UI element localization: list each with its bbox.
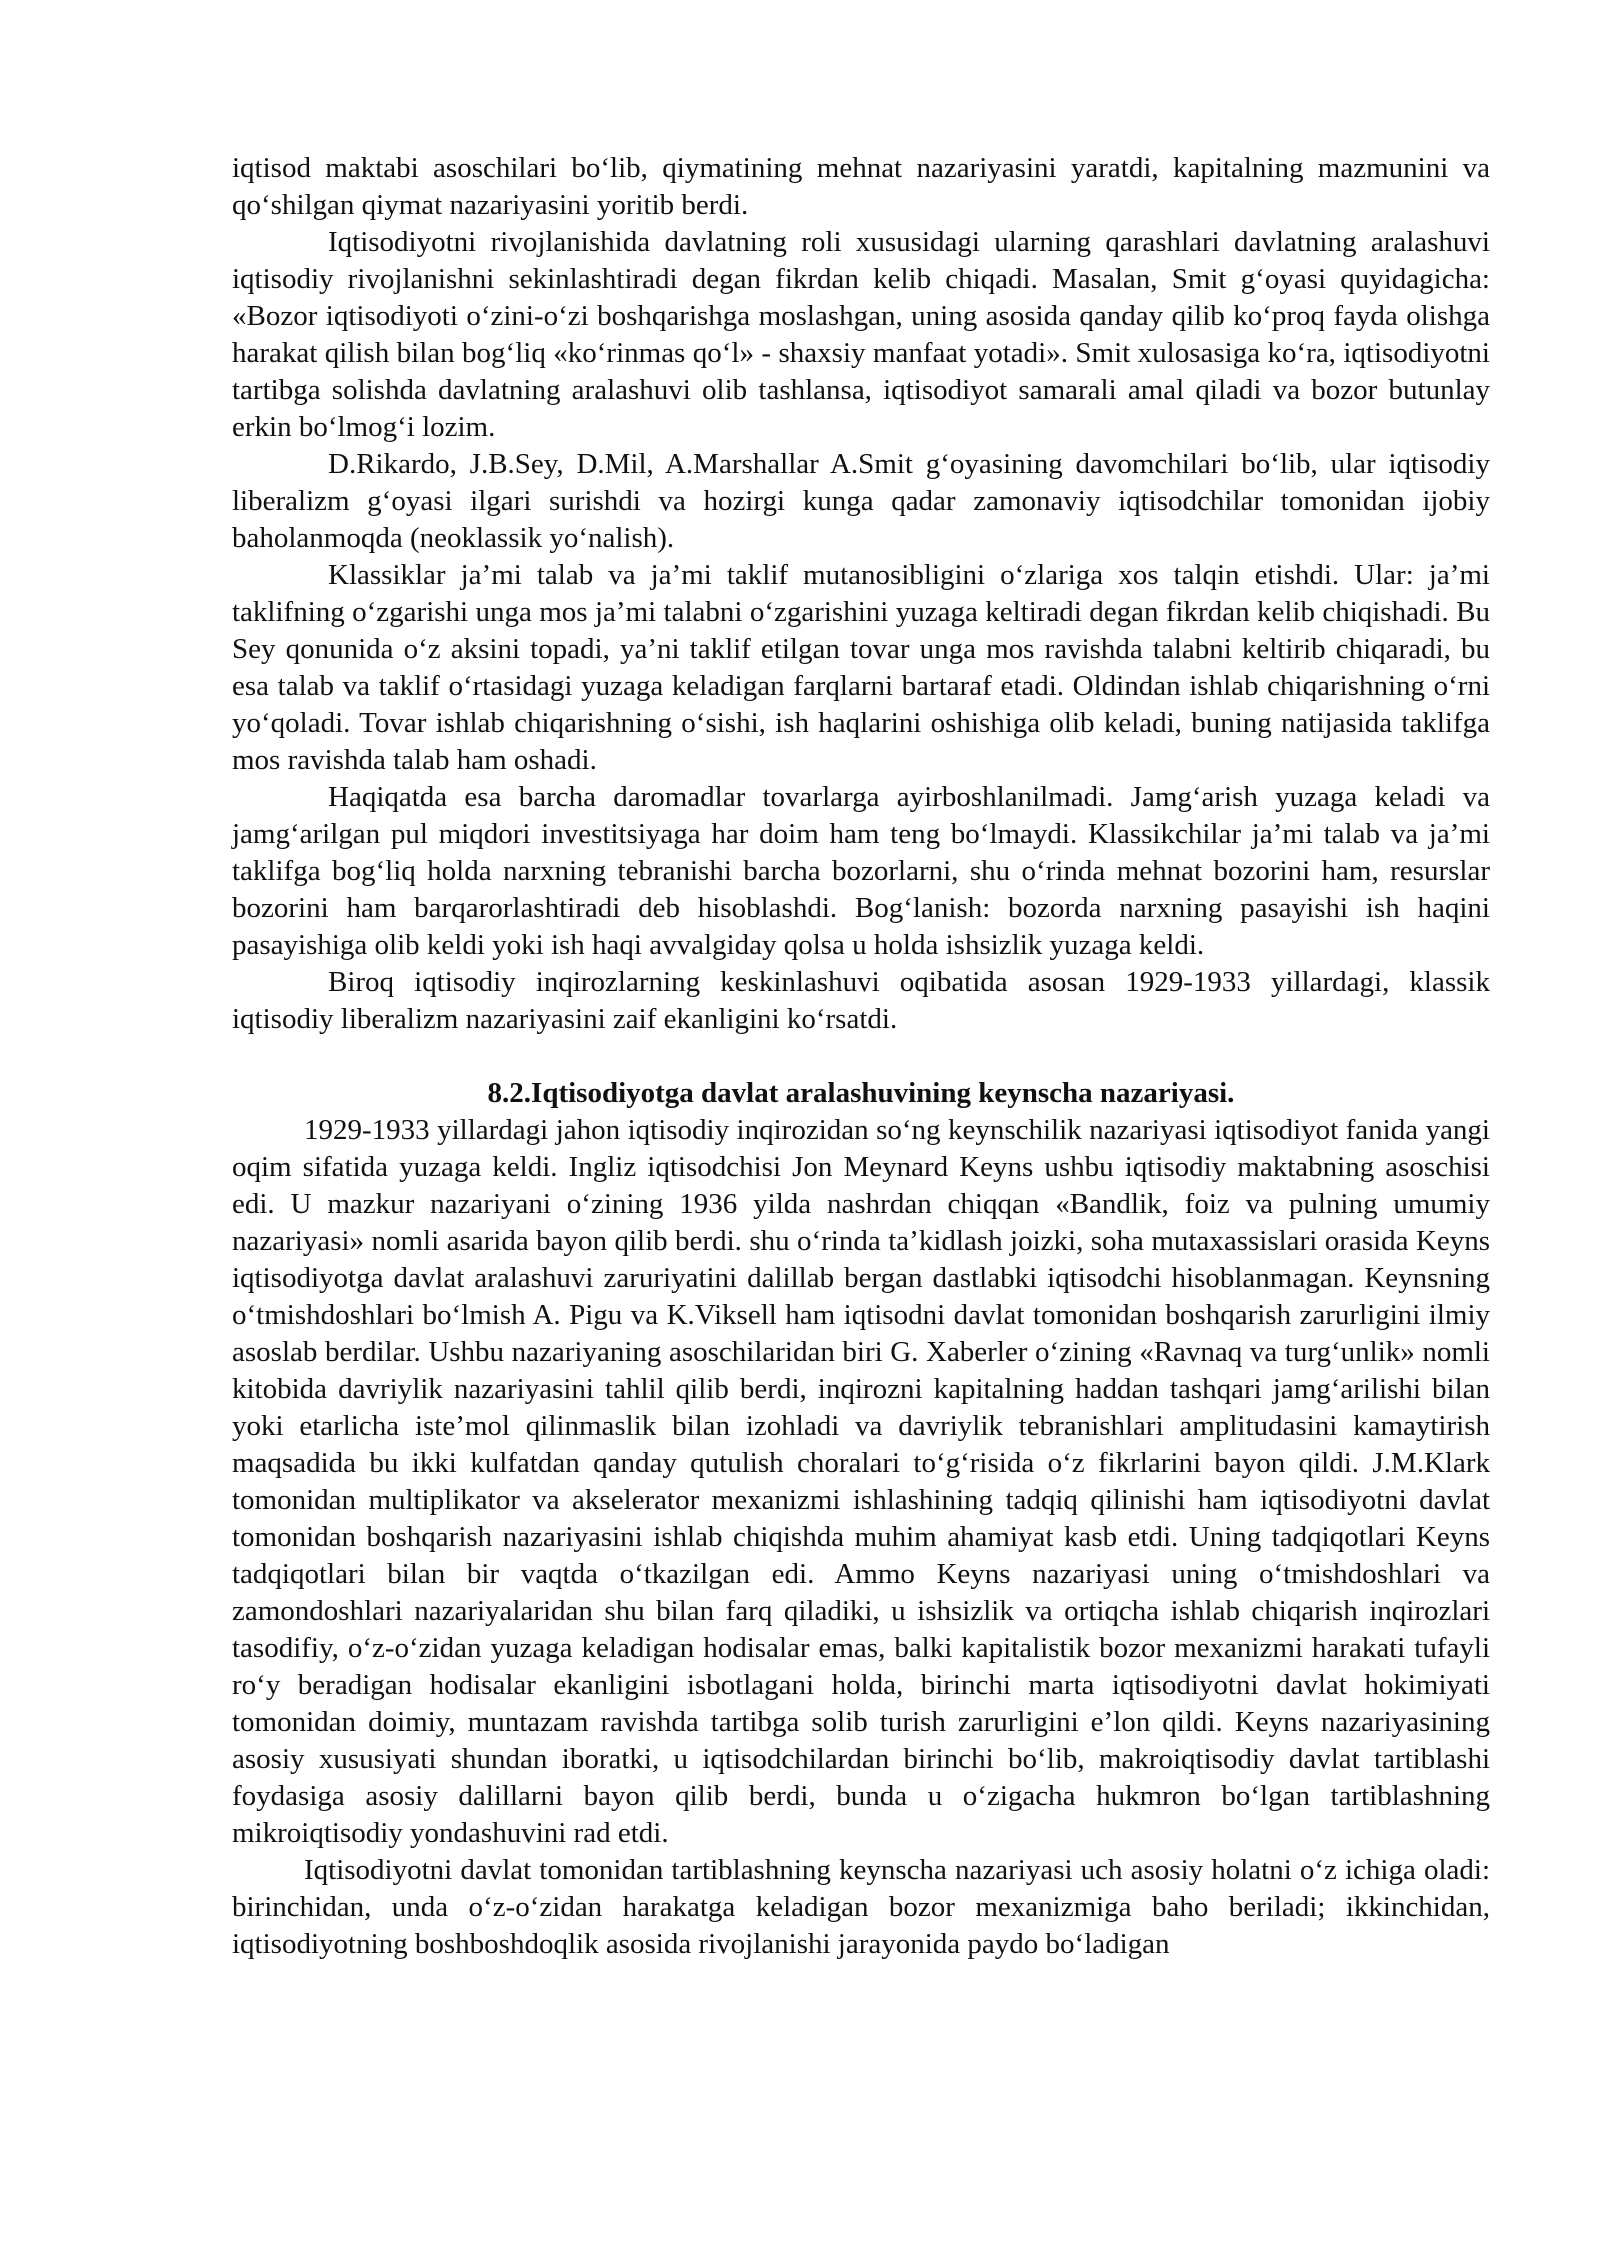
paragraph: iqtisod maktabi asoschilari bo‘lib, qiymatining mehnat nazariyasini yaratdi, kapitalning mazmunini va qo‘shilgan qiymat nazariyasini yoritib berdi. — [232, 152, 1490, 221]
paragraph: Iqtisodiyotni davlat tomonidan tartiblashning keynscha nazariyasi uch asosiy holatni o‘z ichiga oladi: birinchidan, unda o‘z-o‘zidan harakatga keladigan bozor mexanizmiga baho beriladi; ikkinchidan, iqtisodiyotning boshboshdoqlik asosida rivojlanishi jarayonida paydo bo‘ladigan — [232, 1854, 1490, 1960]
paragraph: Haqiqatda esa barcha daromadlar tovarlarga ayirboshlanilmadi. Jamg‘arish yuzaga keladi va jamg‘arilgan pul miqdori investitsiyaga har doim ham teng bo‘lmaydi. Klassikchilar ja’mi talab va ja’mi taklifga bog‘liq holda narxning tebranishi barcha bozorlarni, shu o‘rinda mehnat bozorini ham, resurslar bozorini ham barqarorlashtiradi deb hisoblashdi. Bog‘lanish: bozorda narxning pasayishi ish haqini pasayishiga olib keldi yoki ish haqi avvalgiday qolsa u holda ishsizlik yuzaga keldi. — [232, 781, 1490, 961]
paragraph: Klassiklar ja’mi talab va ja’mi taklif mutanosibligini o‘zlariga xos talqin etishdi. Ular: ja’mi taklifning o‘zgarishi unga mos ja’mi talabni o‘zgarishini yuzaga keltiradi degan fikrdan kelib chiqishadi. Bu Sey qonunida o‘z aksini topadi, ya’ni taklif etilgan tovar unga mos ravishda talabni keltirib chiqaradi, bu esa talab va taklif o‘rtasidagi yuzaga keladigan farqlarni bartaraf etadi. Oldindan ishlab chiqarishning o‘rni yo‘qoladi. Tovar ishlab chiqarishning o‘sishi, ish haqlarini oshishiga olib keladi, buning natijasida taklifga mos ravishda talab ham oshadi. — [232, 559, 1490, 776]
section-title: 8.2.Iqtisodiyotga davlat aralashuvining keynscha nazariyasi. — [487, 1077, 1235, 1109]
document-page — [232, 150, 1490, 1963]
paragraph: D.Rikardo, J.B.Sey, D.Mil, A.Marshallar A.Smit g‘oyasining davomchilari bo‘lib, ular iqtisodiy liberalizm g‘oyasi ilgari surishdi va hozirgi kunga qadar zamonaviy iqtisodchilar tomonidan ijobiy baholanmoqda (neoklassik yo‘nalish). — [232, 448, 1490, 554]
paragraph: 1929-1933 yillardagi jahon iqtisodiy inqirozidan so‘ng keynschilik nazariyasi iqtisodiyot fanida yangi oqim sifatida yuzaga keldi. Ingliz iqtisodchisi Jon Meynard Keyns ushbu iqtisodiy maktabning asoschisi edi. U mazkur nazariyani o‘zining 1936 yilda nashrdan chiqqan «Bandlik, foiz va pulning umumiy nazariyasi» nomli asarida bayon qilib berdi. shu o‘rinda ta’kidlash joizki, soha mutaxassislari orasida Keyns iqtisodiyotga davlat aralashuvi zaruriyatini dalillab bergan dastlabki iqtisodchi hisoblanmagan. Keynsning o‘tmishdoshlari bo‘lmish A. Pigu va K.Viksell ham iqtisodni davlat tomonidan boshqarish zarurligini ilmiy asoslab berdilar. Ushbu nazariyaning asoschilaridan biri G. Xaberler o‘zining «Ravnaq va turg‘unlik» nomli kitobida davriylik nazariyasini tahlil qilib berdi, inqirozni kapitalning haddan tashqari jamg‘arilishi bilan yoki etarlicha iste’mol qilinmaslik bilan izohladi va davriylik tebranishlari amplitudasini kamaytirish maqsadida bu ikki kulfatdan qanday qutulish choralari to‘g‘risida o‘z fikrlarini bayon qildi. J.M.Klark tomonidan multiplikator va akselerator mexanizmi ishlashining tadqiq qilinishi ham iqtisodiyotni davlat tomonidan boshqarish nazariyasini ishlab chiqishda muhim ahamiyat kasb etdi. Uning tadqiqotlari Keyns tadqiqotlari bilan bir vaqtda o‘tkazilgan edi. Ammo Keyns nazariyasi uning o‘tmishdoshlari va zamondoshlari nazariyalaridan shu bilan farq qiladiki, u ishsizlik va ortiqcha ishlab chiqarish inqirozlari tasodifiy, o‘z-o‘zidan yuzaga keladigan hodisalar emas, balki kapitalistik bozor mexanizmi harakati tufayli ro‘y beradigan hodisalar ekanligini isbotlagani holda, birinchi marta iqtisodiyotni davlat hokimiyati tomonidan doimiy, muntazam ravishda tartibga solib turish zarurligini e’lon qildi. Keyns nazariyasining asosiy xususiyati shundan iboratki, u iqtisodchilardan birinchi bo‘lib, makroiqtisodiy davlat tartiblashi foydasiga asosiy dalillarni bayon qilib berdi, bunda u o‘zigacha hukmron bo‘lgan tartiblashning mikroiqtisodiy yondashuvini rad etdi. — [232, 1114, 1490, 1849]
paragraph: Biroq iqtisodiy inqirozlarning keskinlashuvi oqibatida asosan 1929-1933 yillardagi, klassik iqtisodiy liberalizm nazariyasini zaif ekanligini ko‘rsatdi. — [232, 966, 1490, 1035]
paragraph: Iqtisodiyotni rivojlanishida davlatning roli xususidagi ularning qarashlari davlatning aralashuvi iqtisodiy rivojlanishni sekinlashtiradi degan fikrdan kelib chiqadi. Masalan, Smit g‘oyasi quyidagicha: «Bozor iqtisodiyoti o‘zini-o‘zi boshqarishga moslashgan, uning asosida qanday qilib ko‘proq fayda olishga harakat qilish bilan bog‘liq «ko‘rinmas qo‘l» - shaxsiy manfaat yotadi». Smit xulosasiga ko‘ra, iqtisodiyotni tartibga solishda davlatning aralashuvi olib tashlansa, iqtisodiyot samarali amal qiladi va bozor butunlay erkin bo‘lmog‘i lozim. — [232, 226, 1490, 443]
